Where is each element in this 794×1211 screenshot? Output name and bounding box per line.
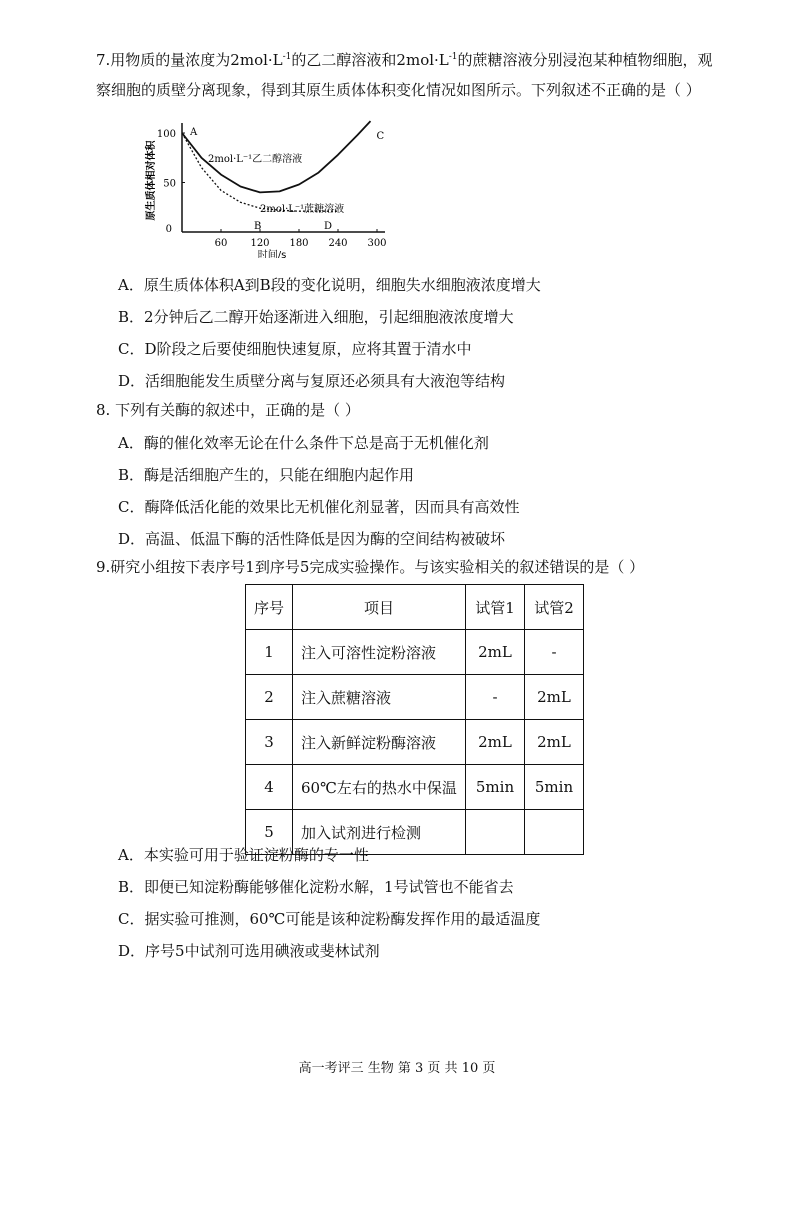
table-cell: 60℃左右的热水中保温 — [293, 765, 466, 810]
table-cell: 2mL — [525, 675, 584, 720]
q9-option-c: C．据实验可推测，60℃可能是该种淀粉酶发挥作用的最适温度 — [118, 910, 541, 928]
y-tick-label: 100 — [156, 129, 176, 140]
table-cell: 5min — [466, 765, 525, 810]
table-header: 项目 — [293, 585, 466, 630]
table-cell: 5min — [525, 765, 584, 810]
table-cell: 加入试剂进行检测 — [293, 810, 466, 855]
q7-option-b: B．2分钟后乙二醇开始逐渐进入细胞，引起细胞液浓度增大 — [118, 308, 514, 326]
x-tick-label: 300 — [367, 238, 387, 249]
table-row — [246, 630, 584, 675]
x-tick-label: 240 — [328, 238, 348, 249]
table-cell: 注入蔗糖溶液 — [293, 675, 466, 720]
table-cell: 5 — [246, 810, 293, 855]
q8-option-b: B．酶是活细胞产生的，只能在细胞内起作用 — [118, 466, 415, 484]
point-label-C: C — [376, 131, 385, 143]
table-row — [246, 675, 584, 720]
q8-option-a: A．酶的催化效率无论在什么条件下总是高于无机催化剂 — [118, 434, 489, 452]
table-row — [246, 765, 584, 810]
q7-text-c: 的蔗糖溶液分别浸泡某种植物细胞，观 — [457, 51, 713, 69]
table-cell: 3 — [246, 720, 293, 765]
x-tick-label: 180 — [289, 238, 309, 249]
x-axis-label: 时间/s — [257, 250, 287, 258]
q7-text-a: 7.用物质的量浓度为2mol·L — [96, 51, 283, 69]
q7-option-a: A．原生质体体积A到B段的变化说明，细胞失水细胞液浓度增大 — [118, 276, 541, 294]
table-cell: - — [466, 675, 525, 720]
point-label-D: D — [324, 221, 333, 232]
q9-option-b: B．即便已知淀粉酶能够催化淀粉水解，1号试管也不能省去 — [118, 878, 514, 896]
table-cell: 4 — [246, 765, 293, 810]
q8-option-d: D．高温、低温下酶的活性降低是因为酶的空间结构被破坏 — [118, 530, 506, 548]
y-tick-label: 50 — [163, 178, 176, 190]
point-label-B: B — [254, 221, 262, 232]
series-label-ethylene-glycol: 2mol·L⁻¹乙二醇溶液 — [208, 154, 303, 165]
table-cell: 注入可溶性淀粉溶液 — [293, 630, 466, 675]
table-cell: 2 — [246, 675, 293, 720]
x-tick-label: 120 — [250, 238, 270, 249]
q7-sup-2: -1 — [448, 52, 458, 62]
q8-option-c: C．酶降低活化能的效果比无机催化剂显著，因而具有高效性 — [118, 498, 520, 516]
question-8-stem: 8. 下列有关酶的叙述中，正确的是（ ） — [96, 401, 360, 419]
table-cell: 2mL — [466, 630, 525, 675]
page-footer: 高一考评三 生物 第 3 页 共 10 页 — [298, 1061, 496, 1076]
series-line-2 — [182, 133, 338, 211]
table-header: 试管1 — [466, 585, 525, 630]
q9-option-d: D．序号5中试剂可选用碘液或斐林试剂 — [118, 942, 380, 960]
table-cell: - — [525, 630, 584, 675]
table-cell: 注入新鲜淀粉酶溶液 — [293, 720, 466, 765]
question-9-stem: 9.研究小组按下表序号1到序号5完成实验操作。与该实验相关的叙述错误的是（ ） — [96, 558, 645, 576]
table-header-row — [246, 585, 584, 630]
chart-axes — [182, 123, 385, 232]
q7-option-c: C．D阶段之后要使细胞快速复原，应将其置于清水中 — [118, 340, 472, 358]
q7-text-b: 的乙二醇溶液和2mol·L — [291, 51, 449, 69]
table-cell — [466, 810, 525, 855]
table-row — [246, 720, 584, 765]
table-header: 试管2 — [525, 585, 584, 630]
q9-option-a: A．本实验可用于验证淀粉酶的专一性 — [118, 846, 369, 864]
point-label-A: A — [190, 127, 198, 138]
x-tick-label: 60 — [214, 238, 228, 249]
table-cell — [525, 810, 584, 855]
q7-option-d: D．活细胞能发生质壁分离与复原还必须具有大液泡等结构 — [118, 372, 506, 390]
y-tick-label: 0 — [165, 224, 172, 235]
series-label-sucrose: 2mol·L⁻¹蔗糖溶液 — [260, 204, 345, 215]
table-cell: 2mL — [525, 720, 584, 765]
question-7-stem — [96, 42, 736, 105]
chart-ticks — [157, 129, 387, 249]
table-header: 序号 — [246, 585, 293, 630]
experiment-table — [245, 584, 584, 855]
chart-series — [182, 121, 371, 211]
y-axis-label: 原生质体相对体积 — [146, 140, 157, 221]
table-cell: 1 — [246, 630, 293, 675]
q7-text-line2: 察细胞的质壁分离现象，得到其原生质体体积变化情况如图所示。下列叙述不正确的是（ ） — [96, 81, 701, 99]
q7-sup-1: -1 — [282, 52, 292, 62]
table-cell: 2mL — [466, 720, 525, 765]
volume-chart — [140, 108, 400, 258]
